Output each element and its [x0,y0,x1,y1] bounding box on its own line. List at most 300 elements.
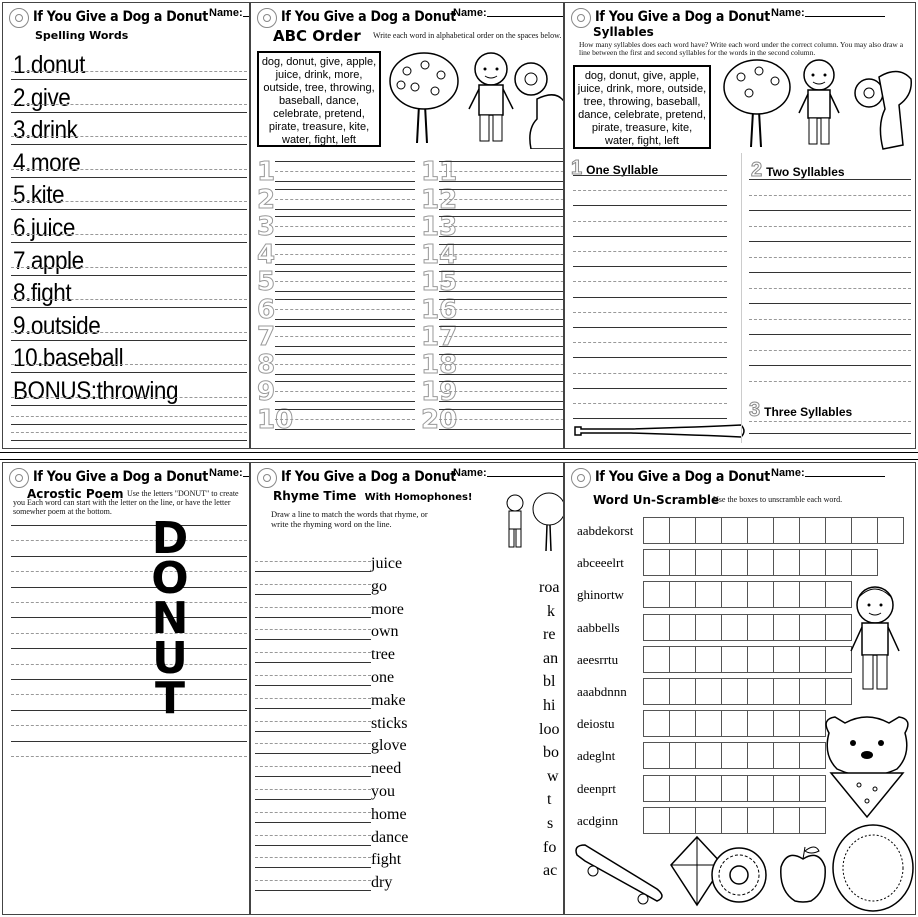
page-title: If You Give a Dog a Donut [33,469,208,485]
writing-line [275,291,415,292]
apple-tree-illustration [387,47,461,143]
writing-line [11,242,247,243]
writing-line [11,540,247,541]
match-word: an [543,649,559,667]
row-number: 8 [257,349,276,380]
letter-box[interactable] [695,710,722,737]
row-number: 20 [421,404,458,435]
letter-box[interactable] [747,678,774,705]
instruction-text: Use the boxes to unscramble each word. [713,495,843,504]
writing-line [439,264,564,265]
writing-line [573,312,727,313]
writing-line [11,556,247,557]
guide-line [439,171,564,172]
row-number: 16 [421,294,458,325]
match-word: fo [543,838,557,856]
writing-line [749,195,911,196]
letter-box[interactable] [773,742,800,769]
writing-line [11,741,247,742]
answer-line [255,753,371,754]
row-number: 17 [421,322,458,352]
writing-line [275,346,415,347]
writing-line [573,251,727,252]
dog-illustration [849,65,913,155]
spelling-word: 7.apple [13,246,84,275]
boy-illustration [501,493,529,551]
guide-line [439,391,564,392]
writing-line [749,226,911,227]
rhyme-word: dance [371,828,409,846]
rhyme-word: make [371,691,406,709]
writing-line [275,161,415,162]
scrambled-word: adeglnt [577,748,616,764]
letter-box[interactable] [747,614,774,641]
acrostic-letter: U [152,633,188,684]
name-label: Name: [209,7,243,19]
letter-box[interactable] [669,581,696,608]
rhyme-word: one [371,669,395,686]
answer-line [255,890,371,891]
row-number: 19 [421,377,458,407]
spelling-word: BONUS:throwing [13,377,179,405]
writing-line [439,299,564,300]
letter-box[interactable] [721,646,748,673]
writing-line [573,190,727,191]
writing-line [573,281,727,282]
letter-box[interactable] [695,549,722,576]
writing-line [11,633,247,634]
row-number: 11 [421,157,458,187]
letter-box[interactable] [773,646,800,673]
writing-line [11,440,247,441]
scrambled-word: aaabdnnn [577,684,627,699]
writing-line [11,405,247,406]
column-divider [741,153,742,443]
row-number: 2 [257,184,276,215]
spelling-word: 5.kite [13,181,65,210]
number-one: 1 [571,157,583,179]
column-label: Three Syllables [764,405,853,419]
letter-box[interactable] [695,614,722,641]
spelling-word: 6.juice [13,214,75,242]
rhyme-word: go [371,577,387,595]
guide-line [439,226,564,227]
writing-line [439,291,564,292]
letter-box[interactable] [643,710,670,737]
writing-line [439,189,564,190]
row-number: 13 [421,212,458,242]
letter-box[interactable] [643,517,670,544]
match-word: hi [543,697,556,714]
panel-word-unscramble [564,462,916,915]
writing-line [275,181,415,182]
writing-line [275,409,415,410]
donut-dog-illustration [507,59,564,149]
panel-spelling-words [2,2,250,449]
writing-line [275,236,415,237]
guide-line [255,835,371,836]
guide-line [255,743,371,744]
guide-line [275,364,415,365]
name-label: Name: [771,467,805,479]
answer-line [255,594,371,595]
letter-box[interactable] [669,807,696,834]
letter-box[interactable] [773,549,800,576]
row-number: 9 [257,377,276,407]
row-number: 1 [257,157,276,187]
instruction-text: Draw a line to match the words that rhyme, or write the rhyming word on the line. [271,509,428,529]
writing-line [439,381,564,382]
rhyme-word: own [371,623,399,641]
letter-box[interactable] [773,517,800,544]
letter-box[interactable] [747,742,774,769]
rhyme-word: you [371,783,395,800]
letter-box[interactable] [643,807,670,834]
acrostic-letter: T [154,673,185,724]
guide-line [11,267,247,268]
guide-line [439,309,564,310]
writing-line [11,587,247,588]
row-number: 15 [421,267,458,297]
page-title: If You Give a Dog a Donut [595,469,770,485]
writing-line [11,424,247,425]
guide-line [255,607,371,608]
guide-line [11,104,247,105]
acrostic-letter: D [151,513,189,564]
writing-line [439,401,564,402]
writing-line [11,79,247,80]
writing-line [749,288,911,289]
skateboard-icon [571,841,671,905]
sun-icon [257,8,277,28]
letter-box[interactable] [877,517,904,544]
page-title: If You Give a Dog a Donut [33,9,208,25]
page-title: If You Give a Dog a Donut [281,469,456,485]
baseball-bat-icon [571,421,747,441]
writing-line [439,216,564,217]
letter-box[interactable] [643,549,670,576]
letter-box[interactable] [669,549,696,576]
writing-line [749,303,911,304]
guide-line [439,281,564,282]
writing-line [275,216,415,217]
guide-line [255,857,371,858]
rhyme-word: home [371,805,407,823]
letter-box[interactable] [747,646,774,673]
letter-box[interactable] [695,581,722,608]
guide-line [275,336,415,337]
writing-line [275,271,415,272]
letter-box[interactable] [695,678,722,705]
writing-line [275,264,415,265]
writing-line [573,205,727,206]
letter-box[interactable] [669,710,696,737]
match-word: s [547,815,554,832]
guide-line [255,629,371,630]
guide-line [439,199,564,200]
writing-line [11,756,247,757]
writing-line [439,409,564,410]
letter-box[interactable] [747,710,774,737]
homophones-label: With Homophones! [364,492,473,503]
guide-line [11,169,247,170]
boy-illustration [793,57,845,149]
writing-line [749,272,911,273]
writing-line [439,161,564,162]
letter-box[interactable] [721,581,748,608]
letter-box[interactable] [773,710,800,737]
writing-line [275,299,415,300]
letter-box[interactable] [721,710,748,737]
row-number: 3 [257,212,276,242]
guide-line [275,254,415,255]
writing-line [11,275,247,276]
spelling-word: 4.more [13,148,81,177]
answer-line [255,731,371,732]
guide-line [275,226,415,227]
instruction-text: Write each word in alphabetical order on the spaces below. [373,31,562,40]
letter-box[interactable] [695,646,722,673]
column-label: One Syllable [586,163,659,177]
scrambled-word: abceeelrt [577,555,624,571]
writing-line [573,388,727,389]
letter-box[interactable] [695,517,722,544]
letter-box[interactable] [825,549,852,576]
writing-line [11,340,247,341]
letter-box[interactable] [669,742,696,769]
answer-line [255,708,371,709]
panel-acrostic-poem [2,462,250,915]
writing-line [11,694,247,695]
letter-box[interactable] [851,549,878,576]
writing-line [439,271,564,272]
letter-box[interactable] [669,614,696,641]
answer-line [255,639,371,640]
letter-box[interactable] [669,775,696,802]
letter-box[interactable] [799,614,826,641]
spelling-word: 2.give [13,83,71,112]
row-number: 10 [257,404,294,435]
letter-box[interactable] [695,807,722,834]
guide-line [439,364,564,365]
writing-line [749,179,911,180]
match-word: k [547,602,555,620]
guide-line [11,364,247,365]
letter-box[interactable] [643,646,670,673]
column-label: Two Syllables [766,165,845,179]
apple-tree-illustration [531,489,564,551]
letter-box[interactable] [799,646,826,673]
spelling-word: 10.baseball [13,344,124,373]
section-title: Acrostic Poem [27,487,124,501]
writing-line [749,257,911,258]
writing-line [11,725,247,726]
writing-line [11,710,247,711]
spelling-word: 9.outside [13,311,101,340]
letter-box[interactable] [773,678,800,705]
letter-box[interactable] [643,775,670,802]
writing-line [439,374,564,375]
writing-line [573,175,727,176]
letter-box[interactable] [851,517,878,544]
writing-line [11,209,247,210]
apple-icon [777,843,829,905]
section-title: Word Un-Scramble [593,493,720,507]
letter-box[interactable] [643,614,670,641]
writing-line [749,381,911,382]
guide-line [11,136,247,137]
letter-box[interactable] [695,742,722,769]
section-title [273,489,473,503]
guide-line [255,698,371,699]
section-title: Syllables [593,25,654,39]
writing-line [275,354,415,355]
writing-line [439,429,564,430]
letter-box[interactable] [721,549,748,576]
guide-line [275,309,415,310]
letter-box[interactable] [695,775,722,802]
sun-icon [571,468,591,488]
pizza-icon [831,823,915,913]
writing-line [275,244,415,245]
number-two: 2 [751,159,763,181]
writing-line [11,617,247,618]
writing-line [439,181,564,182]
guide-line [11,299,247,300]
answer-line [255,845,371,846]
writing-line [275,326,415,327]
writing-line [439,244,564,245]
letter-box[interactable] [747,549,774,576]
letter-box[interactable] [721,807,748,834]
rhyme-word: juice [371,555,403,572]
letter-box[interactable] [773,775,800,802]
guide-line [275,199,415,200]
rhyme-word: glove [371,737,407,755]
writing-line [439,326,564,327]
section-title: Spelling Words [35,29,129,42]
writing-line [573,418,727,419]
letter-box[interactable] [643,581,670,608]
acrostic-letter: N [151,593,189,644]
letter-box[interactable] [721,517,748,544]
scrambled-word: aabdekorst [577,523,634,538]
rhyme-word: sticks [371,714,408,732]
rhyme-word: dry [371,874,393,892]
name-label: Name: [453,467,487,479]
spelling-word: 8.fight [13,279,72,308]
rhyme-time-label: Rhyme Time [273,489,357,503]
letter-box[interactable] [747,517,774,544]
writing-line [573,236,727,237]
writing-line [573,403,727,404]
writing-line [749,210,911,211]
letter-box[interactable] [669,646,696,673]
match-word: t [547,791,552,809]
guide-line [255,812,371,813]
writing-line [573,357,727,358]
answer-line [255,799,371,800]
guide-line [439,336,564,337]
writing-line [11,144,247,145]
guide-line [255,766,371,767]
letter-box[interactable] [669,678,696,705]
letter-box[interactable] [799,678,826,705]
panel-divider [0,452,918,460]
donut-icon [709,845,769,905]
one-syllable-heading [571,157,658,180]
writing-line [11,525,247,526]
letter-box[interactable] [721,678,748,705]
match-word: bo [543,744,559,762]
letter-box[interactable] [773,807,800,834]
letter-box[interactable] [773,614,800,641]
writing-line [275,429,415,430]
letter-box[interactable] [721,614,748,641]
guide-line [11,71,247,72]
letter-box[interactable] [643,678,670,705]
guide-line [255,561,371,562]
answer-line [255,776,371,777]
word-bank: dog, donut, give, apple, juice, drink, more, outside, tree, throwing, baseball, dance, celebrate, pretend, pirate, treasure, kite, water, fight, left [257,51,381,147]
guide-line [255,880,371,881]
writing-line [749,319,911,320]
writing-line [573,342,727,343]
letter-box[interactable] [747,581,774,608]
row-number: 6 [257,294,276,325]
guide-line [255,652,371,653]
guide-line [255,675,371,676]
writing-line [275,209,415,210]
letter-box[interactable] [799,549,826,576]
writing-line [573,373,727,374]
guide-line [11,416,247,417]
sun-icon [9,468,29,488]
writing-line [11,112,247,113]
letter-box[interactable] [799,581,826,608]
scrambled-word: aeesrrtu [577,651,619,667]
letter-box[interactable] [669,517,696,544]
letter-box[interactable] [643,742,670,769]
letter-box[interactable] [721,742,748,769]
panel-syllables [564,2,916,449]
letter-box[interactable] [747,807,774,834]
writing-line [11,307,247,308]
writing-line [749,421,911,422]
boy-illustration [847,583,903,695]
letter-box[interactable] [825,517,852,544]
writing-line [275,319,415,320]
apple-tree-illustration [721,55,793,147]
three-syllables-heading [749,399,852,422]
scrambled-word: aabbells [577,619,620,635]
writing-line [749,241,911,242]
letter-box[interactable] [747,775,774,802]
page-title: If You Give a Dog a Donut [281,9,456,25]
scrambled-word: deiostu [577,716,615,732]
letter-box[interactable] [799,517,826,544]
sun-icon [257,468,277,488]
match-word: re [543,626,556,644]
row-number: 12 [421,184,458,215]
answer-line [255,685,371,686]
writing-line [573,221,727,222]
letter-box[interactable] [773,581,800,608]
letter-box[interactable] [721,775,748,802]
sun-icon [9,8,29,28]
panel-rhyme-time [250,462,564,915]
guide-line [439,419,564,420]
